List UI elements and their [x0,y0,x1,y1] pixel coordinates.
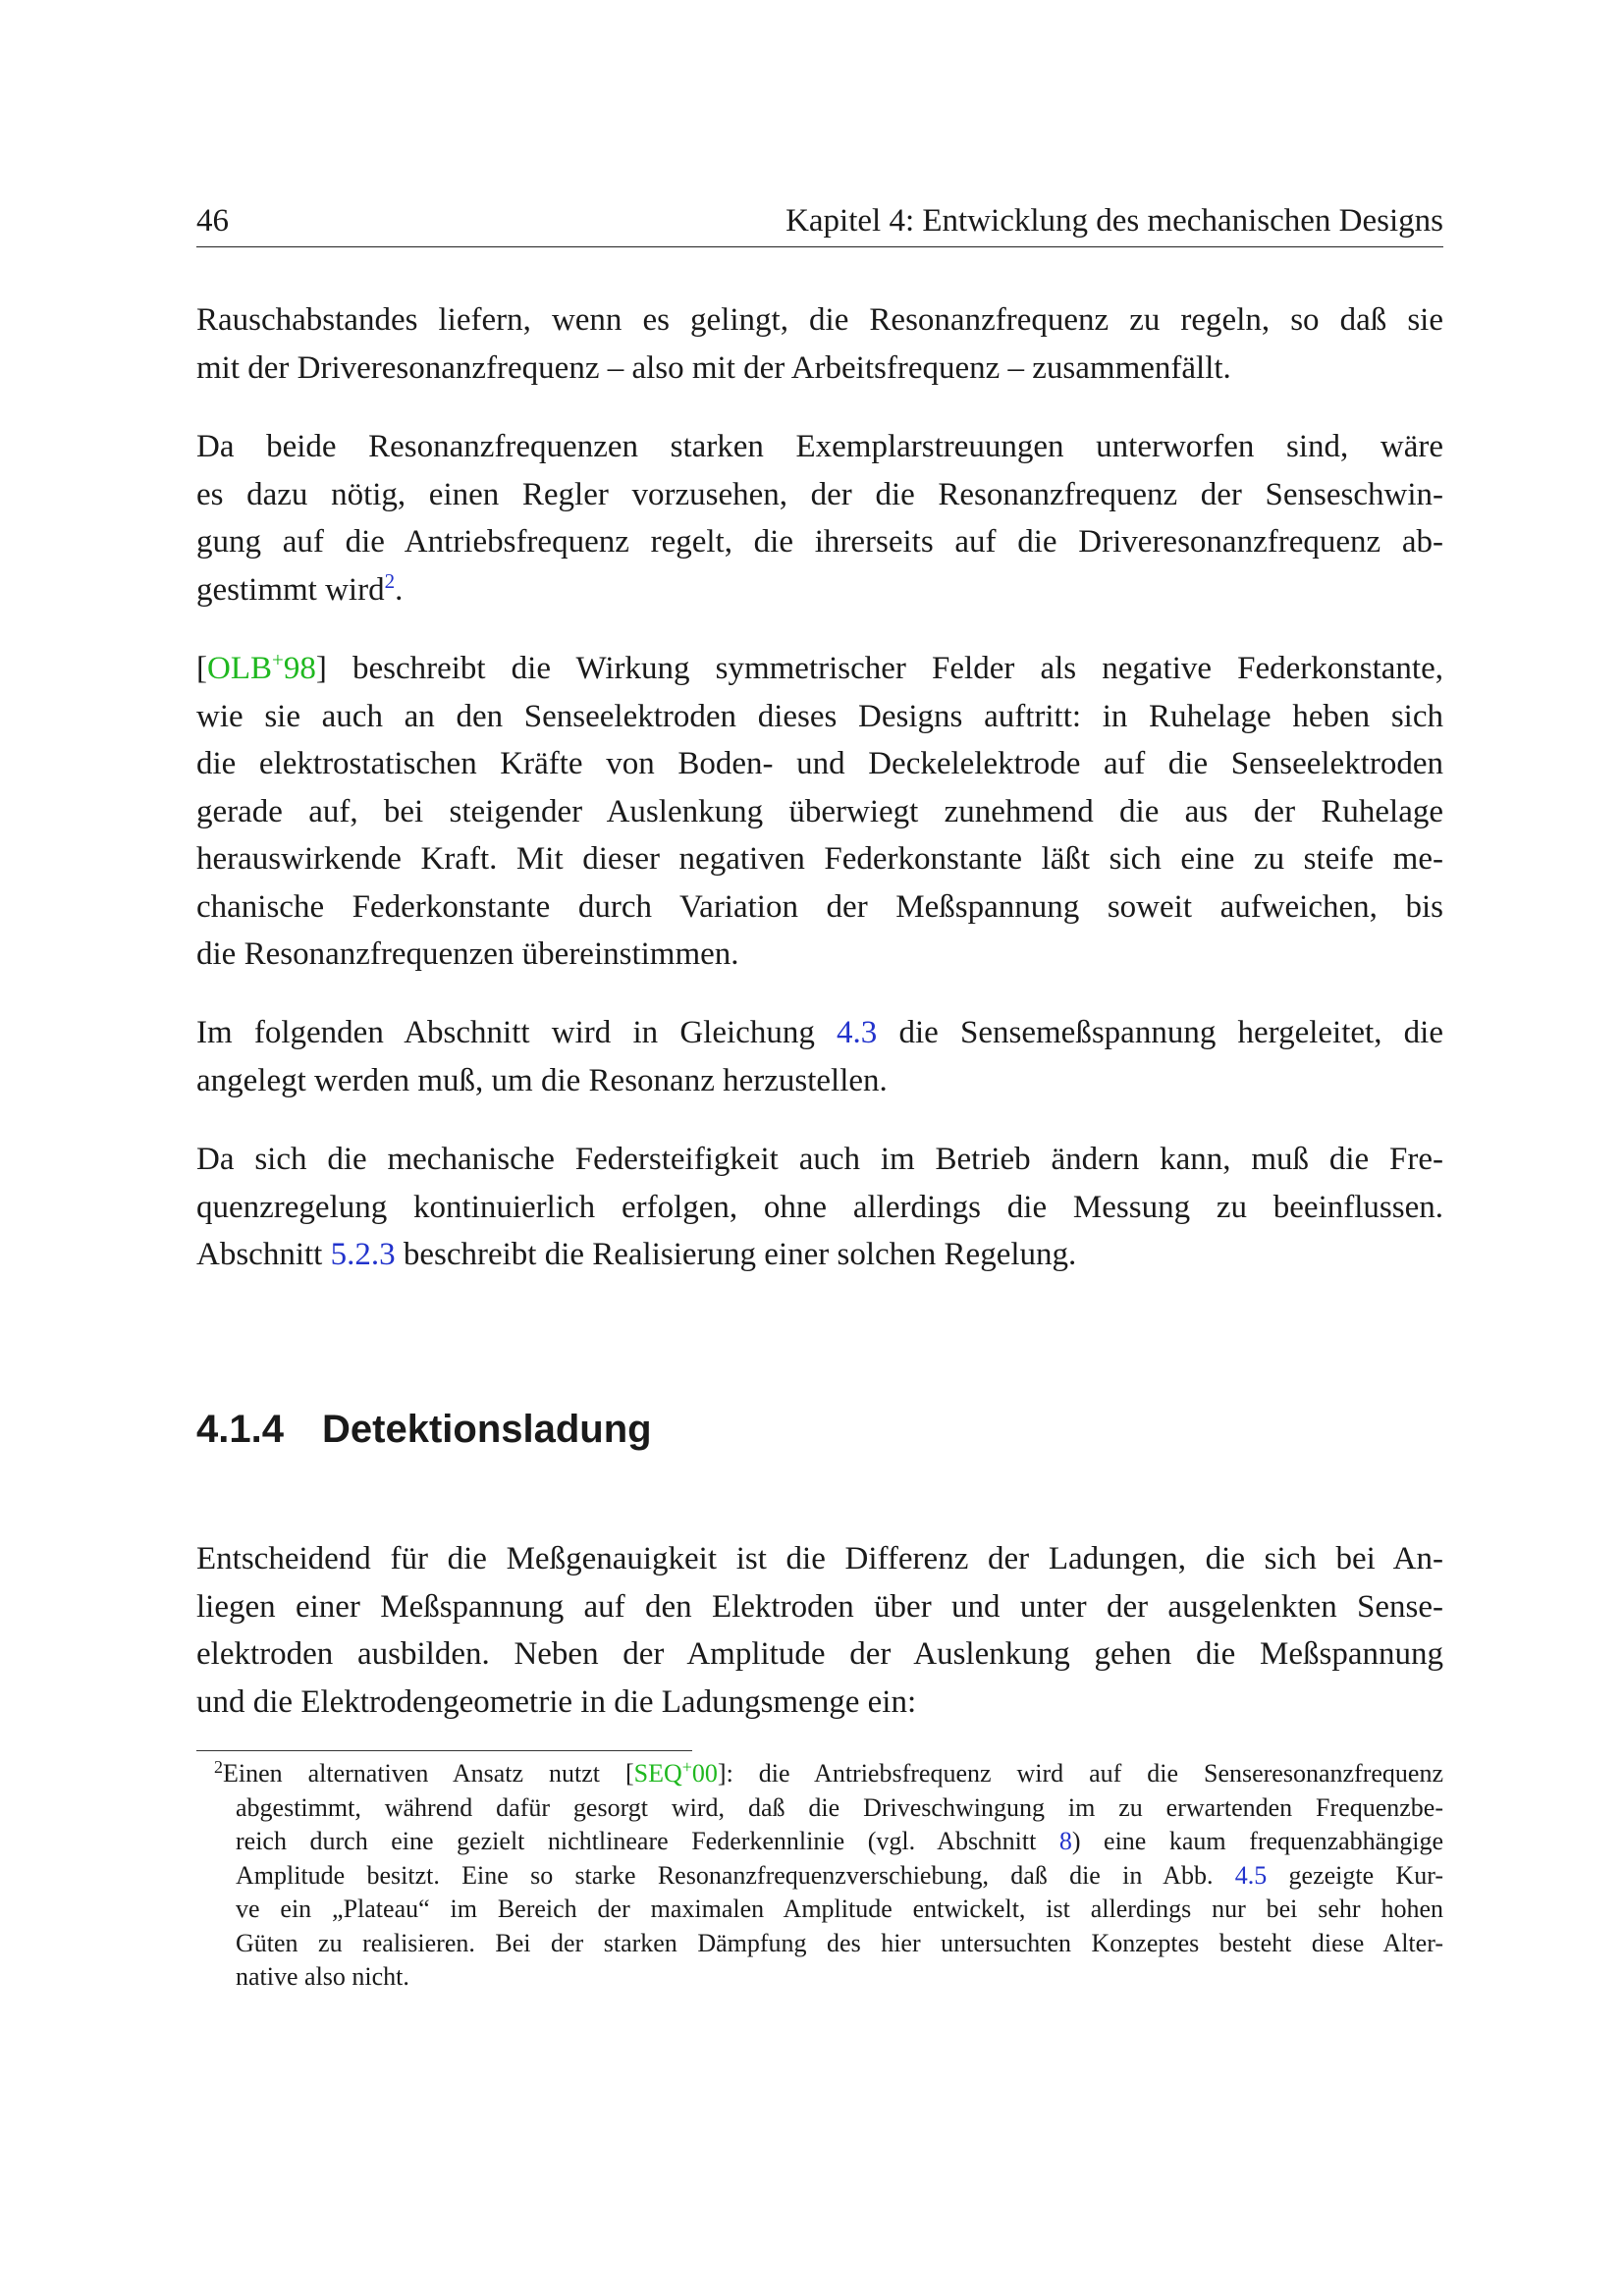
text-line: liegen einer Meßspannung auf den Elektroden über und unter der ausgelenkten Sense- [196,1588,1443,1625]
section-heading [196,1406,652,1453]
section-ref-link[interactable]: 8 [1058,1827,1072,1855]
text-span: . [395,571,404,608]
footnote-line [196,1859,1443,1894]
citation-year: 98 [283,651,316,686]
equation-ref-link[interactable]: 4.3 [837,1015,878,1050]
footnote-mark-link[interactable]: 2 [384,568,396,593]
paragraph-4 [196,1009,1443,1104]
text-line: quenzregelung kontinuierlich erfolgen, ohne allerdings die Messung zu beeinflussen. [196,1189,1443,1225]
text-line: und die Elektrodengeometrie in die Ladungsmenge ein: [196,1683,917,1720]
text-span: Einen alternativen Ansatz nutzt [ [223,1759,634,1788]
section-ref-link[interactable]: 5.2.3 [330,1237,396,1272]
text-line: die elektrostatischen Kräfte von Boden- und Deckelelektrode auf die Senseelektroden [196,746,1443,781]
paragraph-2 [196,423,1443,614]
text-span: ]: die Antriebsfrequenz wird auf die Senseresonanzfrequenz [717,1759,1443,1788]
citation-year: 00 [691,1759,718,1788]
text-line: chanische Federkonstante durch Variation der Meßspannung soweit aufweichen, bis [196,888,1443,925]
text-line: es dazu nötig, einen Regler vorzusehen, der die Resonanzfrequenz der Senseschwin- [196,476,1443,512]
chapter-title: Kapitel 4: Entwicklung des mechanischen Designs [785,203,1443,239]
text-line: Entscheidend für die Meßgenauigkeit ist die Differenz der Ladungen, die sich bei An- [196,1541,1443,1576]
text-line: angelegt werden muß, um die Resonanz herzustellen. [196,1062,888,1098]
citation-sup: + [272,648,284,671]
text-line: mit der Driveresonanzfrequenz – also mit der Arbeitsfrequenz – zusammenfällt. [196,349,1231,386]
text-span: Im folgenden Abschnitt wird in Gleichung [196,1015,838,1050]
text-line: elektroden ausbilden. Neben der Amplitude der Auslenkung gehen die Meßspannung [196,1636,1443,1672]
text-line: wie sie auch an den Senseelektroden dieses Designs auftritt: in Ruhelage heben sich [196,698,1443,734]
text-line: herauswirkende Kraft. Mit dieser negativen Federkonstante läßt sich eine zu steife me- [196,841,1443,877]
running-header [196,199,1443,247]
text-span: reich durch eine gezielt nichtlineare Federkennlinie (vgl. Abschnitt [236,1827,1059,1855]
text-line: Rauschabstandes liefern, wenn es gelingt, die Resonanzfrequenz zu regeln, so daß sie [196,302,1443,338]
text-line [196,645,1443,693]
paragraph-3 [196,645,1443,979]
text-line: Da sich die mechanische Federsteifigkeit auch im Betrieb ändern kann, muß die Fre- [196,1142,1443,1177]
text-line [196,566,1443,614]
text-line: die Resonanzfrequenzen übereinstimmen. [196,936,739,972]
footnote-line: native also nicht. [236,1962,409,1991]
citation-link[interactable] [207,648,316,686]
text-span: ] beschreibt die Wirkung symmetrischer Felder als negative Federkonstante, [315,651,1443,686]
paragraph-1 [196,296,1443,392]
footnote-line [196,1757,1443,1791]
citation-sup: + [681,1757,692,1777]
footnote-line: abgestimmt, während dafür gesorgt wird, daß die Driveschwingung im zu erwartenden Frequenzbe- [236,1792,1443,1822]
footnote-mark: 2 [214,1757,223,1777]
section-number: 4.1.4 [196,1408,284,1451]
section-title: Detektionsladung [322,1408,652,1451]
text-line: Da beide Resonanzfrequenzen starken Exemplarstreuungen unterworfen sind, wäre [196,429,1443,464]
figure-ref-link[interactable]: 4.5 [1234,1860,1268,1890]
text-span: gestimmt wird [196,571,385,608]
footnote-line: ve ein „Plateau“ im Bereich der maximalen Amplitude entwickelt, ist allerdings nur bei sehr hohen [236,1895,1443,1923]
paragraph-5 [196,1136,1443,1279]
text-span: Amplitude besitzt. Eine so starke Resonanzfrequenzverschiebung, daß die in Abb. [236,1860,1235,1890]
footnote-line [196,1825,1443,1859]
text-span: beschreibt die Realisierung einer solchen Regelung. [395,1237,1077,1272]
text-span: Abschnitt [196,1237,331,1272]
footnote [196,1757,1443,1995]
bracket: [ [196,651,207,686]
footnote-line: Güten zu realisieren. Bei der starken Dämpfung des hier untersuchten Konzeptes besteht diese Alter- [236,1928,1443,1957]
text-span: die Sensemeßspannung hergeleitet, die [877,1015,1443,1050]
text-line [196,1009,1443,1057]
paragraph-6 [196,1535,1443,1726]
text-line: gerade auf, bei steigender Auslenkung überwiegt zunehmend die aus der Ruhelage [196,793,1443,829]
page-number: 46 [196,203,229,239]
citation-key: OLB [207,651,272,686]
text-line [196,1231,1443,1279]
text-line: gung auf die Antriebsfrequenz regelt, die ihrerseits auf die Driveresonanzfrequenz ab- [196,524,1443,560]
text-span: ) eine kaum frequenzabhängige [1071,1827,1443,1855]
citation-key: SEQ [633,1759,682,1788]
citation-link[interactable] [634,1759,718,1788]
footnote-divider [196,1750,692,1751]
text-span: gezeigte Kur- [1267,1860,1443,1890]
